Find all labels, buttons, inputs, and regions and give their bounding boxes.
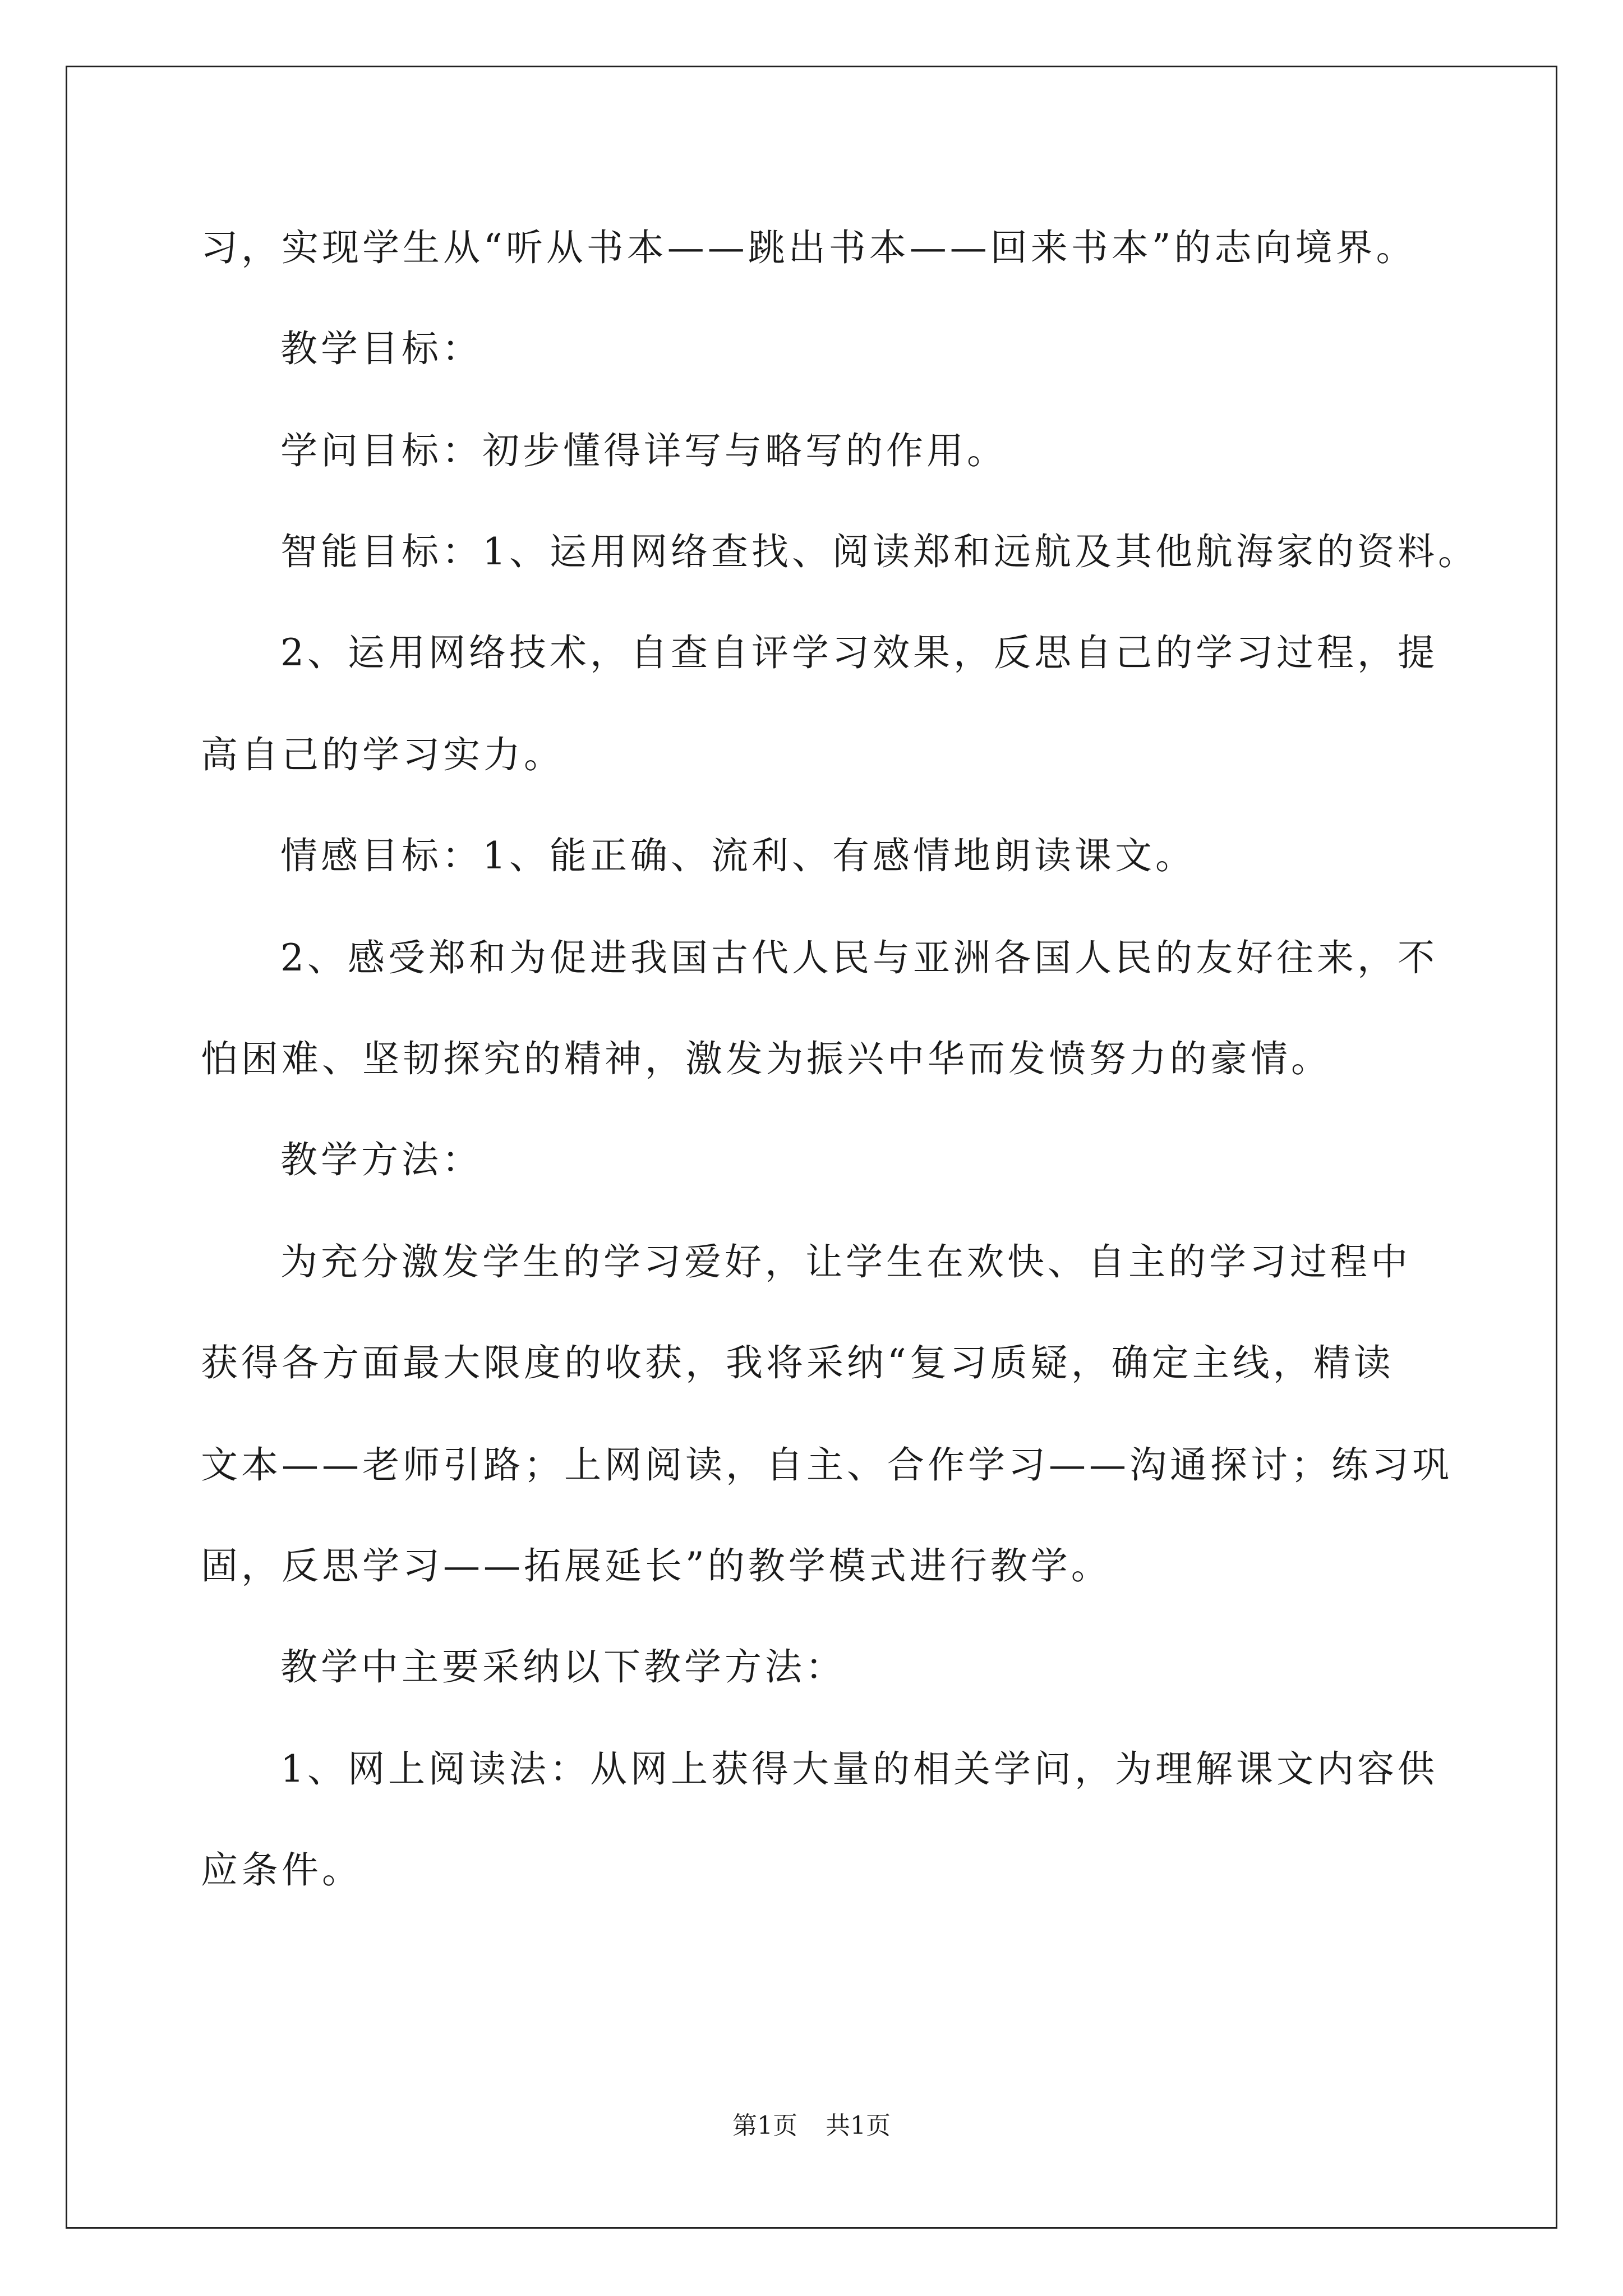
text-line-9: 怕困难、坚韧探究的精神，激发为振兴中华而发愤努力的豪情。 bbox=[201, 1037, 1331, 1080]
text-line-10: 教学方法： bbox=[280, 1138, 482, 1181]
text-line-4: 智能目标：1、运用网络查找、阅读郑和远航及其他航海家的资料。 bbox=[280, 530, 1478, 573]
text-line-7: 情感目标：1、能正确、流利、有感情地朗读课文。 bbox=[280, 834, 1196, 877]
text-line-14: 固，反思学习——拓展延长”的教学模式进行教学。 bbox=[201, 1544, 1112, 1588]
text-line-16: 1、网上阅读法：从网上获得大量的相关学问，为理解课文内容供 bbox=[280, 1747, 1438, 1791]
text-line-2: 教学目标： bbox=[280, 327, 482, 370]
text-line-15: 教学中主要采纳以下教学方法： bbox=[280, 1645, 846, 1688]
text-line-6: 高自己的学习实力。 bbox=[201, 733, 564, 776]
text-line-8: 2、感受郑和为促进我国古代人民与亚洲各国人民的友好往来，不 bbox=[280, 936, 1438, 979]
text-line-13: 文本——老师引路；上网阅读，自主、合作学习——沟通探讨；练习巩 bbox=[201, 1443, 1453, 1487]
text-line-1: 习，实现学生从“听从书本——跳出书本——回来书本”的志向境界。 bbox=[201, 226, 1417, 269]
text-line-5: 2、运用网络技术，自查自评学习效果，反思自己的学习过程，提 bbox=[280, 631, 1438, 674]
page-footer bbox=[0, 2112, 1623, 2140]
text-line-11: 为充分激发学生的学习爱好，让学生在欢快、自主的学习过程中 bbox=[280, 1240, 1411, 1283]
page-total: 共1页 bbox=[826, 2111, 891, 2140]
text-line-17: 应条件。 bbox=[201, 1848, 362, 1892]
text-line-12: 获得各方面最大限度的收获，我将采纳“复习质疑，确定主线，精读 bbox=[201, 1341, 1394, 1384]
text-line-3: 学问目标：初步懂得详写与略写的作用。 bbox=[280, 429, 1007, 472]
page-number: 第1页 bbox=[732, 2111, 797, 2140]
